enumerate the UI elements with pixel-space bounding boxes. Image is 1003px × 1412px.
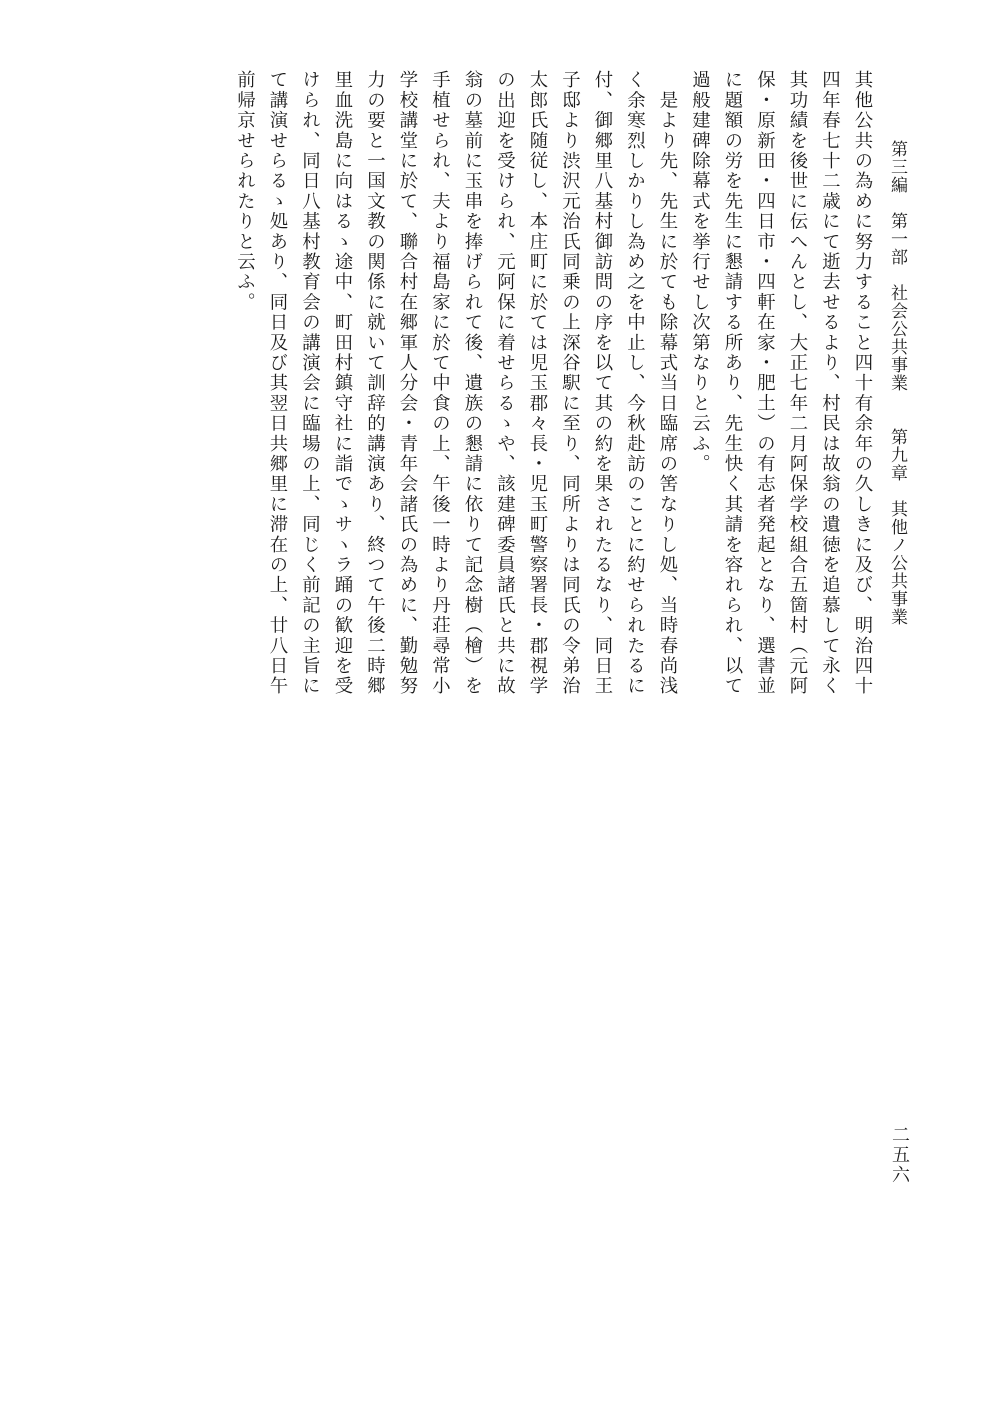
- text-column: 是より先、先生に於ても除幕式当日臨席の筈なりし処、当時春尚浅: [657, 70, 678, 697]
- text-column: 里血洗島に向はるゝ途中、町田村鎮守社に詣でゝサヽラ踊の歓迎を受: [332, 70, 353, 697]
- text-column: て講演せらるゝ処あり、同日及び其翌日共郷里に滞在の上、廿八日午: [267, 70, 288, 697]
- text-column: 過般建碑除幕式を挙行せし次第なりと云ふ。: [689, 70, 711, 474]
- text-column: く余寒烈しかりし為め之を中止し、今秋赴訪のことに約せられたるに: [624, 70, 646, 697]
- page-number: 二五六: [889, 1125, 910, 1185]
- text-column: 前帰京せられたりと云ふ。: [234, 70, 256, 313]
- text-column: 四年春七十二歳にて逝去せるより、村民は故翁の遺徳を追慕して永く: [819, 70, 841, 697]
- text-column: の出迎を受けられ、元阿保に着せらるゝや、該建碑委員諸氏と共に故: [494, 70, 516, 697]
- text-column: 保・原新田・四日市・四軒在家・肥土）の有志者発起となり、選書並: [754, 70, 776, 697]
- text-column: に題額の労を先生に懇請する所あり、先生快く其請を容れられ、以て: [722, 70, 743, 697]
- text-column: けられ、同日八基村教育会の講演会に臨場の上、同じく前記の主旨に: [299, 70, 321, 697]
- text-column: 学校講堂に於て、聯合村在郷軍人分会・青年会諸氏の為めに、勤勉努: [397, 70, 418, 697]
- text-column: 其功績を後世に伝へんとし、大正七年二月阿保学校組合五箇村（元阿: [787, 70, 808, 697]
- text-column: 付、御郷里八基村御訪問の序を以て其の約を果されたるなり、同日王: [592, 70, 613, 697]
- text-column: 太郎氏随従し、本庄町に於ては児玉郡々長・児玉町警察署長・郡視学: [527, 70, 548, 697]
- text-column: 手植せられ、夫より福島家に於て中食の上、午後一時より丹荘尋常小: [429, 70, 451, 697]
- running-head: 第三編 第一部 社会公共事業 第九章 其他ノ公共事業: [887, 140, 907, 626]
- text-column: 翁の墓前に玉串を捧げられて後、遺族の懇請に依りて記念樹（檜）を: [462, 70, 483, 697]
- text-column: 力の要と一国文教の関係に就いて訓辞的講演あり、終つて午後二時郷: [364, 70, 386, 697]
- body-text: [228, 70, 878, 697]
- text-column: 子邸より渋沢元治氏同乗の上深谷駅に至り、同所よりは同氏の令弟治: [559, 70, 581, 697]
- text-column: 其他公共の為めに努力すること四十有余年の久しきに及び、明治四十: [852, 70, 873, 697]
